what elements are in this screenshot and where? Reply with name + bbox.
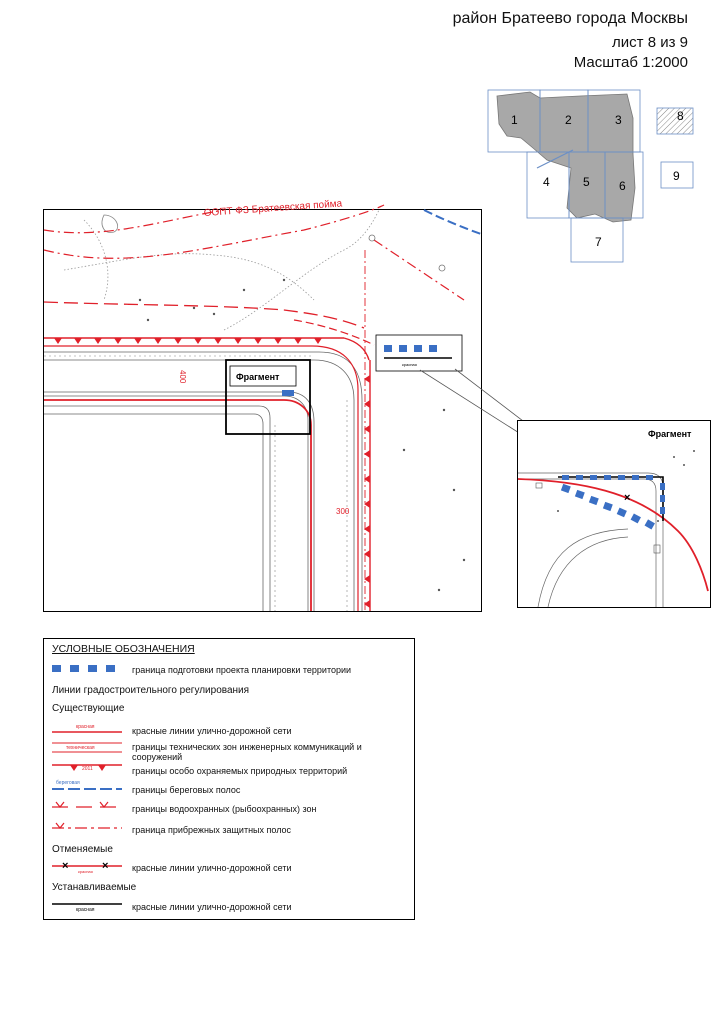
fragment-title: Фрагмент: [648, 429, 692, 439]
legend-title: УСЛОВНЫЕ ОБОЗНАЧЕНИЯ: [52, 643, 195, 655]
inset-red-tag: красная: [402, 362, 417, 367]
sheet-label-1: 1: [511, 113, 518, 127]
sheet-label-7: 7: [595, 235, 602, 249]
established-line-tag: красная: [76, 907, 95, 913]
sheet-label-5: 5: [583, 175, 590, 189]
map-legend: [43, 638, 415, 920]
tech-zone-tag: техническая: [66, 745, 95, 751]
sheet-label-3: 3: [615, 113, 622, 127]
main-map-canvas: [44, 198, 481, 611]
boundary-symbol: [52, 664, 128, 674]
sheet-label-2: 2: [565, 113, 572, 127]
legend-boundary-text: граница подготовки проекта планировки территории: [132, 665, 352, 675]
protected-area-symbol: [52, 761, 128, 775]
sheet-label-6: 6: [619, 179, 626, 193]
sheet-label-4: 4: [543, 175, 550, 189]
cross-icon-1: ×: [62, 860, 69, 872]
elevation-label-300: 300: [336, 507, 350, 516]
legend-existing-5: границы водоохранных (рыбоохранных) зон: [132, 804, 317, 814]
cancelled-line-symbol: [52, 858, 128, 874]
sheet-label-9: 9: [673, 169, 680, 183]
legend-section-cancelled: Отменяемые: [52, 844, 113, 855]
red-line-tag: красная: [76, 724, 95, 730]
cross-icon-2: ×: [102, 860, 109, 872]
legend-existing-6: граница прибрежных защитных полос: [132, 825, 292, 835]
tech-zone-symbol: [52, 740, 128, 754]
legend-section-lines: Линии градостроительного регулирования: [52, 685, 250, 696]
main-map[interactable]: [43, 198, 482, 612]
legend-existing-1: красные линии улично-дорожной сети: [132, 726, 292, 736]
coast-strip-symbol: [52, 779, 128, 793]
coast-strip-tag: береговая: [56, 780, 80, 786]
legend-existing-2: границы технических зон инженерных коммуникаций и сооружений: [132, 742, 362, 762]
fragment-map[interactable]: [517, 420, 711, 608]
cancelled-line-tag: красная: [78, 869, 93, 874]
district-title: район Братеево города Москвы: [452, 10, 688, 27]
legend-section-established: Устанавливаемые: [52, 882, 137, 893]
red-line-symbol: [52, 723, 128, 737]
fragment-map-canvas: [518, 421, 710, 607]
elevation-label-400: 400: [178, 370, 187, 384]
cancel-cross-icon: ×: [624, 492, 631, 504]
sheet-cell-8[interactable]: [657, 108, 693, 134]
legend-existing-4: границы береговых полос: [132, 785, 241, 795]
map-scale: Масштаб 1:2000: [573, 54, 688, 71]
shore-zone-symbol: [52, 820, 128, 834]
sheet-index-map: [485, 88, 705, 266]
fragment-frame-label: Фрагмент: [236, 372, 280, 382]
sheet-label-8: 8: [677, 109, 684, 123]
boundary-inset-box: [376, 335, 462, 371]
established-line-symbol: [52, 899, 128, 913]
water-zone-symbol: [52, 799, 128, 813]
legend-existing-3: границы особо охраняемых природных территорий: [132, 766, 348, 776]
legend-section-existing: Существующие: [52, 703, 125, 714]
sheet-number: лист 8 из 9: [612, 34, 688, 51]
oopt-label: ООПТ ФЗ Братеевская пойма: [203, 198, 343, 219]
legend-established-1: красные линии улично-дорожной сети: [132, 902, 292, 912]
legend-cancelled-1: красные линии улично-дорожной сети: [132, 863, 292, 873]
territory-shape: [497, 92, 635, 222]
protected-area-tag: 2011: [82, 766, 93, 772]
